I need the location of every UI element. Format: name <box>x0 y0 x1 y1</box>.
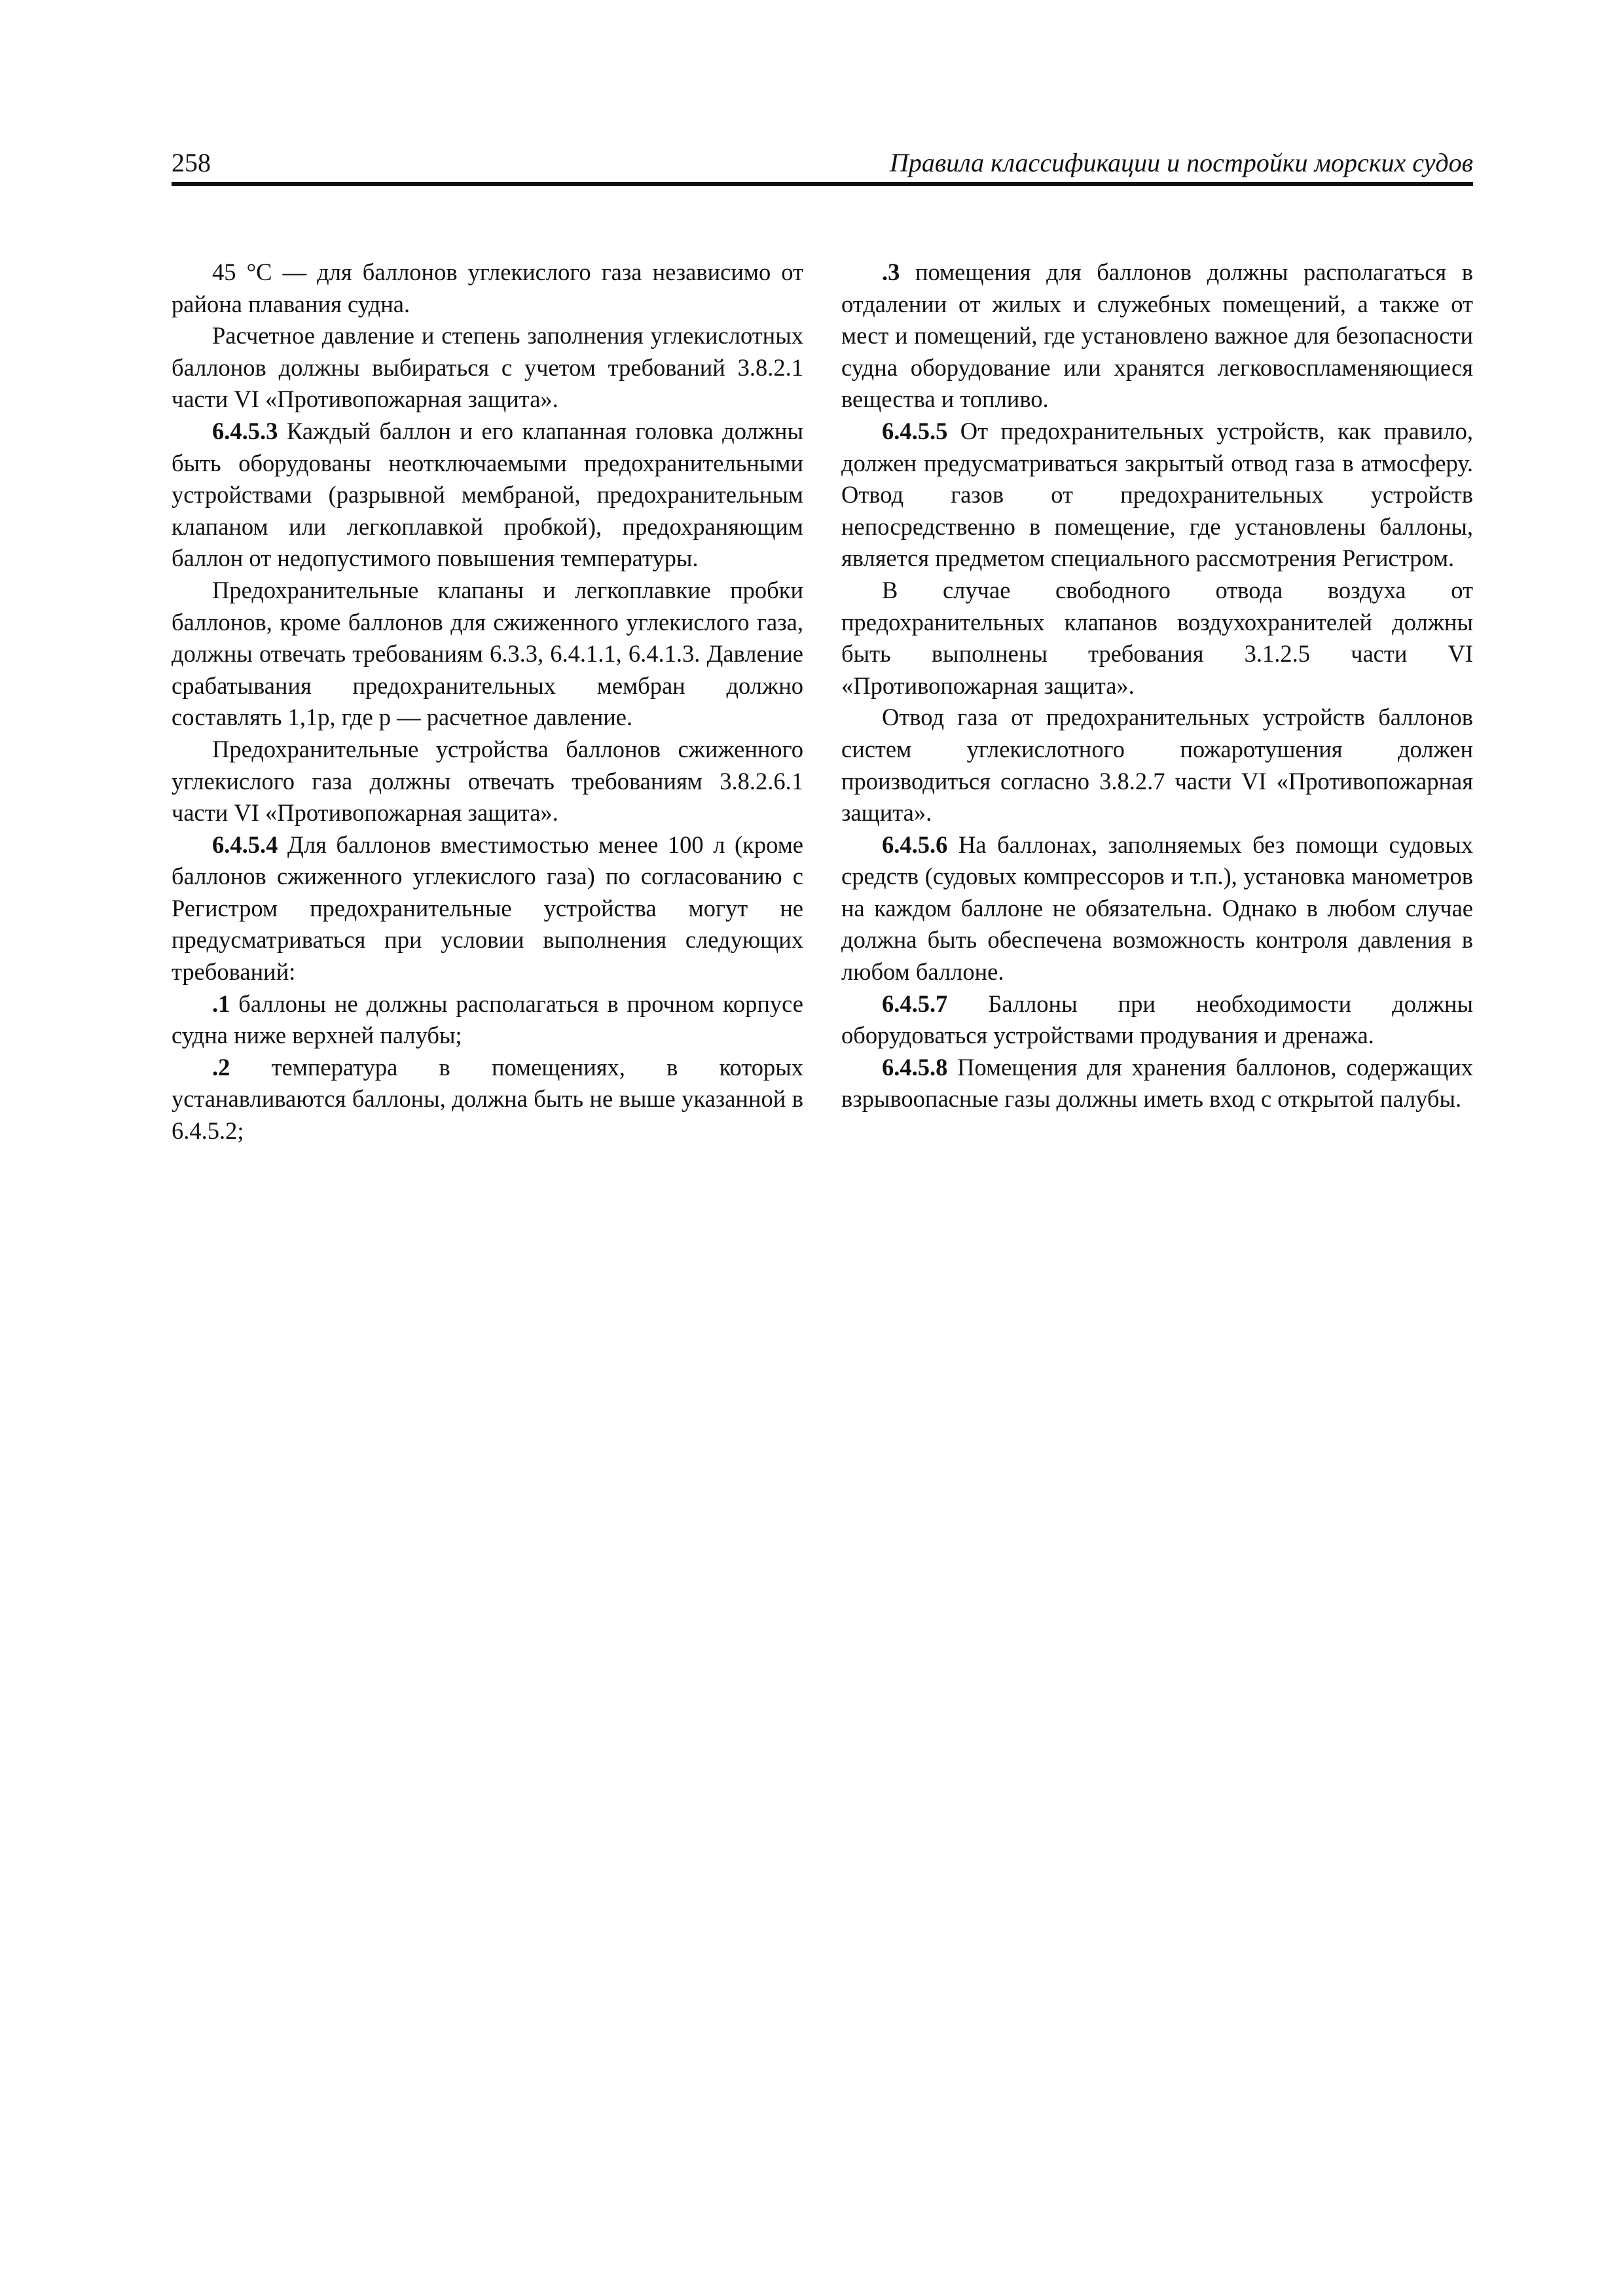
item-number: .1 <box>212 990 230 1017</box>
right-column <box>841 257 1473 1115</box>
paragraph: 6.4.5.5 От предохранительных устройств, как правило, должен предусматриваться закрытый отвод газа в атмосферу. Отвод газов от предохранительных устройств непосредственно в помещение, где установлены баллоны, является предметом специального рассмотрения Регистром. <box>841 417 1473 572</box>
paragraph: 6.4.5.3 Каждый баллон и его клапанная головка должны быть оборудованы неотключаемыми предохранительными устройствами (разрывной мембраной, предохранительным клапаном или легкоплавкой пробкой), предохраняющим баллон от недопустимого повышения температуры. <box>172 417 803 572</box>
paragraph: Отвод газа от предохранительных устройств баллонов систем углекислотного пожаротушения должен производиться согласно 3.8.2.7 части VI «Противопожарная защита». <box>841 704 1473 827</box>
clause-number: 6.4.5.6 <box>882 831 948 858</box>
paragraph: 45 °C — для баллонов углекислого газа независимо от района плавания судна. <box>172 259 803 317</box>
clause-number: 6.4.5.4 <box>212 831 278 858</box>
item-number: .2 <box>212 1053 230 1081</box>
list-item: .2 температура в помещениях, в которых устанавливаются баллоны, должна быть не выше указанной в 6.4.5.2; <box>172 1053 803 1145</box>
running-title: Правила классификации и постройки морских судов <box>889 148 1473 177</box>
clause-number: 6.4.5.3 <box>212 417 278 444</box>
paragraph: Предохранительные клапаны и легкоплавкие пробки баллонов, кроме баллонов для сжиженного углекислого газа, должны отвечать требованиям 6.3.3, 6.4.1.1, 6.4.1.3. Давление срабатывания предохранительных мембран должно составлять 1,1p, где p — расчетное давление. <box>172 576 803 731</box>
clause-number: 6.4.5.7 <box>882 990 948 1017</box>
paragraph: 6.4.5.6 На баллонах, заполняемых без помощи судовых средств (судовых компрессоров и т.п.), установка манометров на каждом баллоне не обязательна. Однако в любом случае должна быть обеспечена возможность контроля давления в любом баллоне. <box>841 831 1473 986</box>
paragraph: Расчетное давление и степень заполнения углекислотных баллонов должны выбираться с учетом требований 3.8.2.1 части VI «Противопожарная защита». <box>172 322 803 413</box>
clause-number: 6.4.5.5 <box>882 417 948 444</box>
page-number: 258 <box>172 148 211 177</box>
clause-number: 6.4.5.8 <box>882 1053 948 1081</box>
list-item: .3 помещения для баллонов должны располагаться в отдалении от жилых и служебных помещений, а также от мест и помещений, где установлено важное для безопасности судна оборудование или хранятся легковоспламеняющиеся вещества и топливо. <box>841 259 1473 413</box>
list-item: .1 баллоны не должны располагаться в прочном корпусе судна ниже верхней палубы; <box>172 990 803 1049</box>
paragraph: 6.4.5.7 Баллоны при необходимости должны оборудоваться устройствами продувания и дренажа. <box>841 990 1473 1049</box>
paragraph: 6.4.5.4 Для баллонов вместимостью менее 100 л (кроме баллонов сжиженного углекислого газа) по согласованию с Регистром предохранительные устройства могут не предусматриваться при условии выполнения следующих требований: <box>172 831 803 986</box>
page-header <box>172 145 1473 186</box>
paragraph: Предохранительные устройства баллонов сжиженного углекислого газа должны отвечать требованиям 3.8.2.6.1 части VI «Противопожарная защита». <box>172 735 803 827</box>
paragraph: В случае свободного отвода воздуха от предохранительных клапанов воздухохранителей должны быть выполнены требования 3.1.2.5 части VI «Противопожарная защита». <box>841 576 1473 699</box>
item-number: .3 <box>882 259 900 285</box>
left-column <box>172 257 803 1147</box>
paragraph: 6.4.5.8 Помещения для хранения баллонов, содержащих взрывоопасные газы должны иметь вход с открытой палубы. <box>841 1053 1473 1113</box>
